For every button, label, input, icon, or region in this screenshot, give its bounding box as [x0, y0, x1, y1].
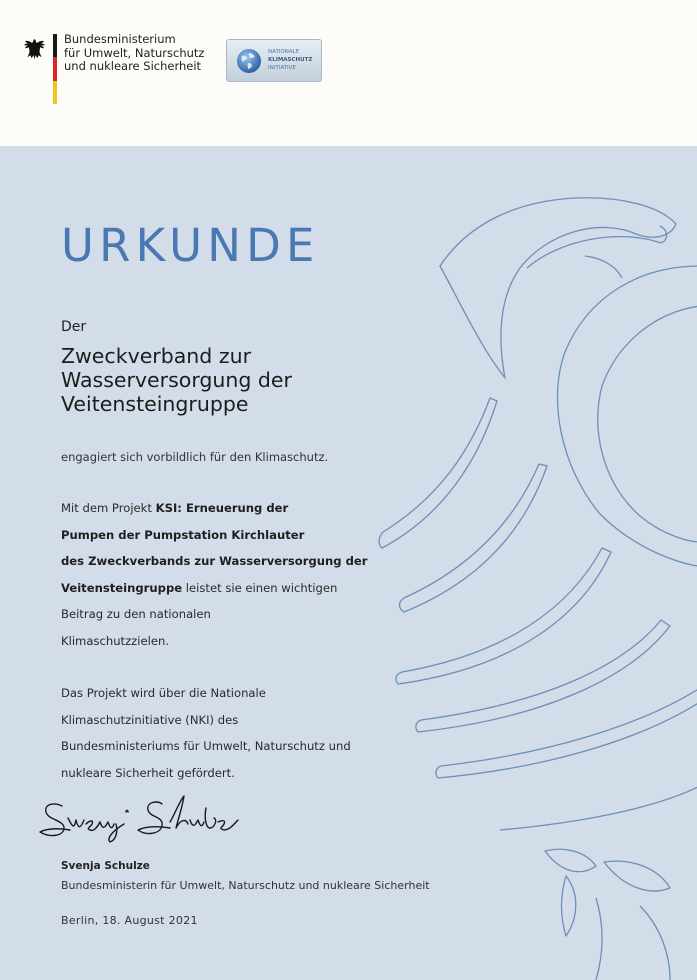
signer-name: Svenja Schulze: [61, 860, 150, 872]
project-line: Beitrag zu den nationalen: [61, 607, 211, 622]
nki-logo-line: KLIMASCHUTZ: [268, 57, 313, 63]
flag-stripe-black: [53, 34, 57, 57]
nki-logo: [226, 39, 322, 82]
project-line: [61, 575, 368, 602]
signer-title: Bundesministerin für Umwelt, Naturschutz und nukleare Sicherheit: [61, 879, 430, 892]
project-line-prefix: Mit dem Projekt: [61, 501, 156, 515]
flag-stripe-red: [53, 57, 57, 80]
commitment-statement: engagiert sich vorbildlich für den Klimaschutz.: [61, 450, 329, 464]
project-line: [61, 522, 368, 549]
globe-icon: [236, 48, 262, 74]
funding-paragraph: [61, 680, 351, 786]
organization-name-line: Wasserversorgung der: [61, 368, 292, 392]
project-name-part: Pumpen der Pumpstation Kirchlauter: [61, 527, 305, 542]
nki-logo-line: NATIONALE: [268, 49, 300, 55]
handwritten-signature: [34, 790, 244, 846]
project-name-part: des Zweckverbands zur Wasserversorgung der: [61, 554, 368, 569]
certificate-title: URKUNDE: [61, 219, 320, 272]
funding-line: Bundesministeriums für Umwelt, Naturschutz und: [61, 739, 351, 754]
project-line-suffix: leistet sie einen wichtigen: [182, 580, 338, 595]
organization-name-line: Veitensteingruppe: [61, 392, 249, 416]
organization-name: [61, 344, 292, 416]
intro-word: Der: [61, 319, 87, 335]
project-name-part: KSI: Erneuerung der: [155, 501, 289, 515]
nki-logo-line: INITIATIVE: [268, 65, 296, 71]
ministry-name-line: für Umwelt, Naturschutz: [64, 45, 205, 60]
project-name-part: Veitensteingruppe: [61, 580, 183, 595]
german-flag-bar: [53, 34, 57, 104]
flag-stripe-gold: [53, 81, 57, 104]
funding-line: Klimaschutzinitiative (NKI) des: [61, 712, 239, 727]
funding-line: Das Projekt wird über die Nationale: [61, 686, 266, 700]
project-line: Klimaschutzzielen.: [61, 633, 170, 648]
project-paragraph: [61, 495, 368, 655]
letterhead: [0, 0, 697, 146]
federal-eagle-icon: [22, 36, 50, 64]
project-line: [61, 548, 368, 575]
ministry-name-line: Bundesministerium: [64, 32, 176, 46]
place-and-date: Berlin, 18. August 2021: [61, 914, 198, 927]
nki-logo-text: [268, 48, 312, 72]
organization-name-line: Zweckverband zur: [61, 344, 252, 368]
project-line: [61, 495, 368, 522]
ministry-name: [64, 33, 204, 74]
funding-line: nukleare Sicherheit gefördert.: [61, 765, 235, 780]
ministry-name-line: und nukleare Sicherheit: [64, 59, 202, 73]
